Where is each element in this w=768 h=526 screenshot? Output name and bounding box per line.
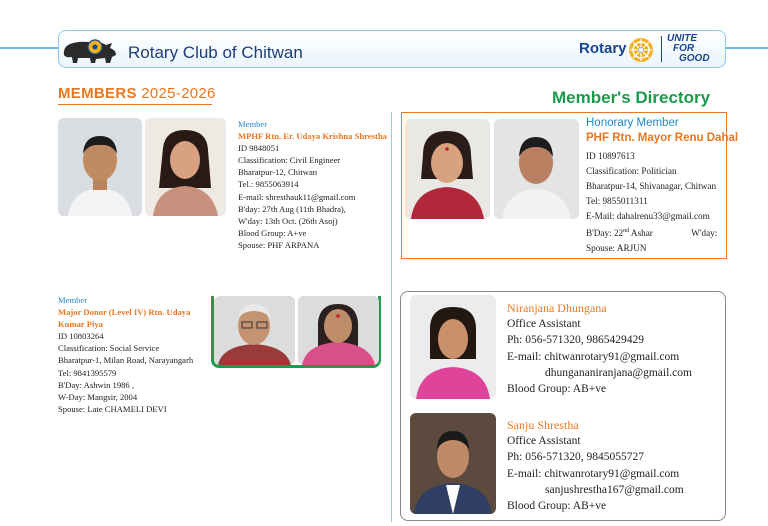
staff-2-role: Office Assistant [507,435,581,448]
member-1-line: Tel.: 9855063914 [238,179,299,190]
staff-2-phone: Ph: 056-571320, 9845055727 [507,451,645,464]
member-1-line: Spouse: PHF ARPANA [238,239,320,250]
member-1-line: W'day: 13th Oct. (26th Asoj) [238,215,338,226]
member-2-spouse-photo [298,296,379,365]
honorary-line: Tel: 9855011311 [586,196,648,206]
honorary-bday-row [586,224,717,241]
member-2-line: ID 10803264 [58,331,104,342]
member-2-line: Classification: Social Service [58,343,160,354]
honorary-photo [405,119,490,219]
honorary-line: Bharatpur-14, Shivanagar, Chitwan [586,181,717,191]
honorary-name: PHF Rtn. Mayor Renu Dahal [586,132,739,144]
members-title [58,85,216,102]
slogan-line-1: UNITE [667,33,697,44]
staff-1-role: Office Assistant [507,318,581,331]
staff-1-details [507,300,722,397]
header-line-left [0,47,60,49]
member-2-name: Major Donor (Level IV) Rtn. Udaya Kumar Piya [58,307,191,330]
members-title-underline [58,104,212,105]
person-female-icon [410,295,496,399]
member-2-line: Tel: 9841395579 [58,367,117,378]
person-male-icon [58,118,142,216]
staff-1-photo [410,295,496,399]
members-title-year: 2025-2026 [141,85,216,102]
staff-1-blood: Blood Group: AB+ve [507,383,607,396]
member-1-line: Classification: Civil Engineer [238,155,341,166]
staff-2-name: Sanju Shrestha [507,418,579,432]
member-1-label: Member [238,119,268,129]
member-2-details [58,294,210,415]
member-1-details [238,118,388,251]
person-elderly-female-icon [298,296,379,365]
person-female-icon [405,119,490,219]
member-2-label: Member [58,295,88,305]
member-1-line: Blood Group: A+ve [238,227,307,238]
honorary-line: ID 10897613 [586,151,635,161]
person-elderly-male-icon [214,296,295,365]
honorary-bday [586,228,653,238]
member-1-photo [58,118,142,216]
member-1-line: E-mail: shresthauk11@gmail.com [238,191,356,202]
member-1-name: MPHF Rtn. Er. Udaya Krishna Shrestha [238,131,387,142]
header-line-right [724,47,768,49]
honorary-bday-sup: nd [623,228,630,234]
member-1-line: ID 9848051 [238,143,280,154]
honorary-spouse-photo [494,119,579,219]
person-male-icon [494,119,579,219]
member-2-line: B'Day: Ashwin 1986 , [58,379,135,390]
honorary-details [586,149,717,256]
member-1-spouse-photo [145,118,226,216]
rotary-wordmark: Rotary [579,40,627,57]
honorary-line: Classification: Politician [586,166,677,176]
slogan-line-2: FOR [673,43,695,54]
person-female-icon [145,118,226,216]
honorary-line: E-Mail: dahalrenu33@gmail.com [586,211,710,221]
honorary-line: Spouse: ARJUN [586,243,647,254]
staff-1-name: Niranjana Dhungana [507,301,607,315]
center-divider [391,112,392,522]
person-male-icon [410,413,496,514]
member-1-line: Bharatpur-12, Chitwan [238,167,318,178]
directory-title: Member's Directory [552,88,711,107]
staff-1-phone: Ph: 056-571320, 9865429429 [507,334,645,347]
honorary-bday-prefix: B'Day: 22 [586,228,624,239]
members-title-bold: MEMBERS [58,85,137,102]
rotary-wheel-icon [627,36,655,64]
member-2-line: Bharatpur-1, Milan Road, Narayangarh [58,355,194,366]
honorary-label: Honorary Member [586,117,679,129]
member-2-line: Spouse: Late CHAMELI DEVI [58,403,167,414]
slogan-line-3: GOOD [679,53,710,64]
staff-1-email: E-mail: chitwanrotary91@gmail.com [507,350,680,363]
slogan [667,34,710,64]
honorary-wday: W'day: [691,228,718,239]
staff-1-email-2: dhungananiranjana@gmail.com [545,366,692,379]
honorary-bday-suffix: Ashar [629,228,653,239]
staff-2-email: E-mail: chitwanrotary91@gmail.com [507,467,680,480]
staff-2-photo [410,413,496,514]
staff-2-blood: Blood Group: AB+ve [507,500,607,513]
staff-2-email-2: sanjushrestha167@gmail.com [545,483,684,496]
staff-2-details [507,417,722,514]
member-2-photo [214,296,295,365]
member-1-line: B'day: 27th Aug (11th Bhadra), [238,203,346,214]
club-title: Rotary Club of Chitwan [128,43,303,62]
rhino-logo-icon [60,33,122,65]
member-2-line: W-Day: Mangsir, 2004 [58,391,138,402]
logo-separator [661,36,662,62]
